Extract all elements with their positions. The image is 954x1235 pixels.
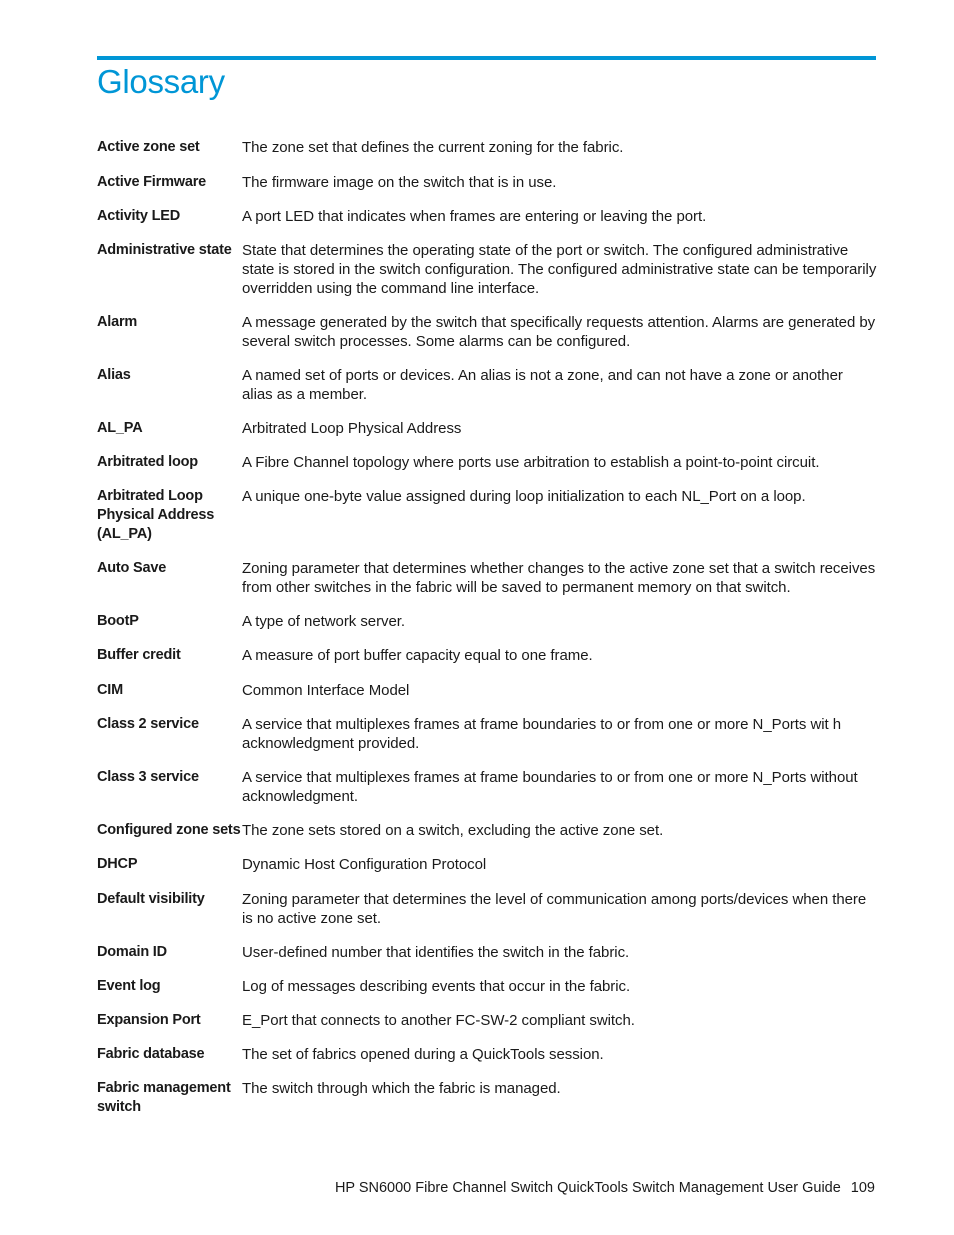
glossary-term: Alias (97, 367, 131, 383)
glossary-definition: A named set of ports or devices. An alias is not a zone, and can not have a zone or another alias as a member. (242, 367, 843, 403)
glossary-entry (97, 1079, 877, 1117)
glossary-term: Active Firmware (97, 174, 207, 190)
glossary-entry (97, 487, 877, 544)
page-number: 109 (850, 1180, 875, 1196)
glossary-definition: Common Interface Model (242, 682, 410, 699)
glossary-entry (97, 559, 877, 597)
glossary-term: Domain ID (97, 944, 167, 960)
glossary-term: Expansion Port (97, 1012, 201, 1028)
glossary-definition: A Fibre Channel topology where ports use arbitration to establish a point-to-point circuit. (242, 454, 820, 471)
glossary-entry (97, 612, 877, 631)
glossary-entry (97, 855, 877, 874)
glossary-definition: A service that multiplexes frames at frame boundaries to or from one or more N_Ports without acknowledgment. (242, 769, 858, 805)
glossary-entry (97, 681, 877, 700)
glossary-entry (97, 313, 877, 351)
glossary-list (97, 138, 877, 1117)
glossary-definition: A service that multiplexes frames at frame boundaries to or from one or more N_Ports wit h acknowledgment provided. (242, 716, 842, 752)
glossary-term: Auto Save (97, 560, 167, 576)
glossary-term: Administrative state (97, 242, 232, 258)
glossary-definition: A measure of port buffer capacity equal to one frame. (242, 647, 593, 664)
glossary-term: Arbitrated loop (97, 454, 198, 470)
glossary-definition: Zoning parameter that determines whether changes to the active zone set that a switch receives from other switches in the fabric will be saved to permanent memory on that switch. (242, 560, 876, 596)
glossary-definition: The zone sets stored on a switch, excluding the active zone set. (242, 822, 664, 839)
glossary-entry (97, 241, 877, 298)
glossary-term: BootP (97, 613, 139, 629)
glossary-definition: The zone set that defines the current zoning for the fabric. (242, 139, 624, 156)
glossary-term: Fabric database (97, 1046, 205, 1062)
glossary-entry (97, 768, 877, 806)
glossary-term: CIM (97, 682, 123, 698)
glossary-entry (97, 977, 877, 996)
glossary-term: Class 2 service (97, 716, 199, 732)
glossary-entry (97, 890, 877, 928)
glossary-term: Default visibility (97, 891, 205, 907)
glossary-entry (97, 1045, 877, 1064)
glossary-definition: State that determines the operating state of the port or switch. The configured administrative state is stored in the switch configuration. The configured administrative state can be temporarily overridden using the command line interface. (242, 242, 877, 297)
glossary-term: Configured zone sets (97, 822, 241, 838)
glossary-term: DHCP (97, 856, 138, 872)
glossary-entry (97, 419, 877, 438)
glossary-definition: Log of messages describing events that occur in the fabric. (242, 978, 631, 995)
glossary-entry (97, 943, 877, 962)
glossary-term: Activity LED (97, 208, 181, 224)
glossary-entry (97, 821, 877, 840)
glossary-definition: A port LED that indicates when frames are entering or leaving the port. (242, 208, 707, 225)
glossary-term: Alarm (97, 314, 138, 330)
glossary-definition: Arbitrated Loop Physical Address (242, 420, 462, 437)
glossary-definition: The switch through which the fabric is managed. (242, 1080, 561, 1097)
page-title: Glossary (97, 63, 225, 100)
glossary-entry (97, 453, 877, 472)
glossary-definition: The firmware image on the switch that is in use. (242, 174, 557, 191)
footer-title: HP SN6000 Fibre Channel Switch QuickTools Switch Management User Guide (334, 1180, 841, 1196)
glossary-entry (97, 173, 877, 192)
glossary-entry (97, 646, 877, 665)
page-footer (335, 1180, 875, 1196)
glossary-definition: Dynamic Host Configuration Protocol (242, 856, 487, 873)
glossary-definition: E_Port that connects to another FC-SW-2 compliant switch. (242, 1012, 635, 1029)
glossary-term: Buffer credit (97, 647, 181, 663)
glossary-term: Class 3 service (97, 769, 199, 785)
glossary-entry (97, 1011, 877, 1030)
glossary-term: Fabric management switch (97, 1080, 231, 1115)
glossary-definition: The set of fabrics opened during a QuickTools session. (242, 1046, 604, 1063)
glossary-definition: User-defined number that identifies the switch in the fabric. (242, 944, 630, 961)
glossary-entry (97, 207, 877, 226)
glossary-entry (97, 138, 877, 157)
glossary-term: Event log (97, 978, 161, 994)
glossary-definition: A type of network server. (242, 613, 405, 630)
glossary-definition: A message generated by the switch that specifically requests attention. Alarms are generated by several switch processes. Some alarms can be configured. (242, 314, 876, 350)
glossary-entry (97, 715, 877, 753)
glossary-entry (97, 366, 877, 404)
glossary-term: Active zone set (97, 139, 200, 155)
glossary-definition: A unique one-byte value assigned during loop initialization to each NL_Port on a loop. (242, 488, 806, 505)
glossary-term: Arbitrated Loop Physical Address (AL_PA) (97, 488, 215, 542)
glossary-definition: Zoning parameter that determines the level of communication among ports/devices when there is no active zone set. (242, 891, 867, 927)
glossary-term: AL_PA (97, 420, 143, 436)
